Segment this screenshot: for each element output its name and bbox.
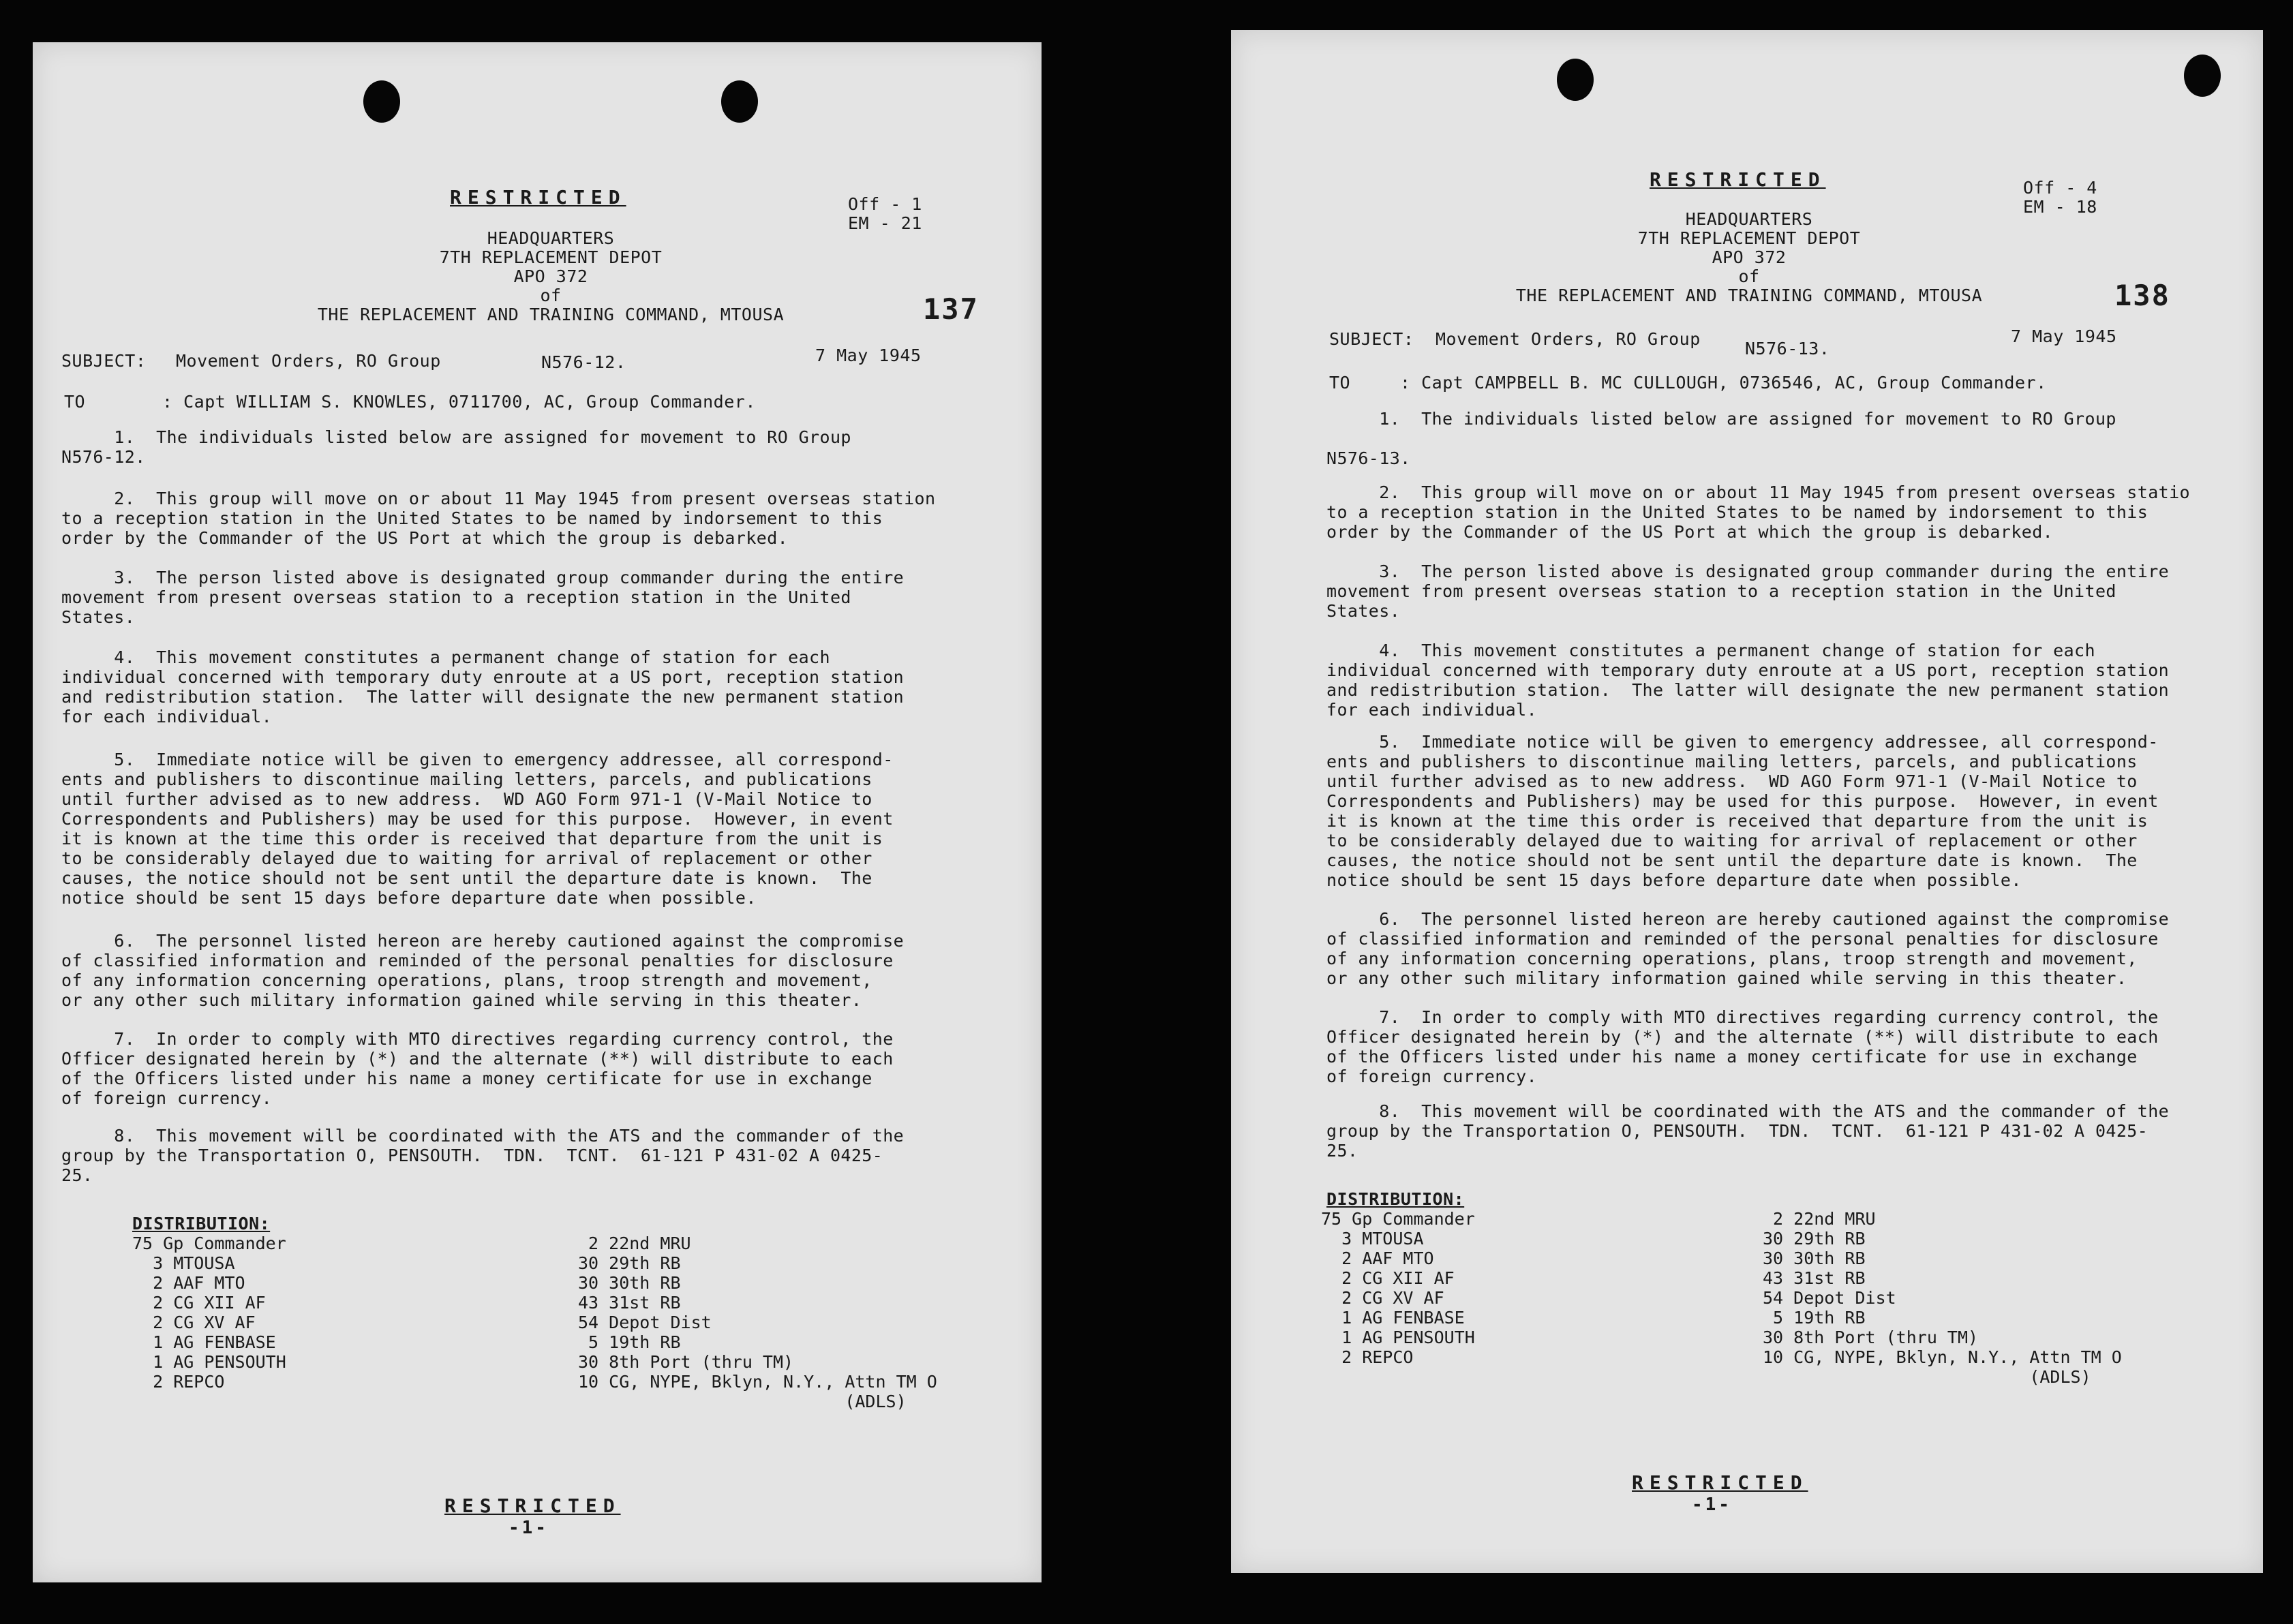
to-label: TO	[1329, 373, 1351, 393]
restricted-stamp-top: RESTRICTED	[1650, 168, 1826, 191]
restricted-stamp-top: RESTRICTED	[450, 186, 626, 209]
list-item: 75 Gp Commander	[132, 1234, 286, 1253]
list-item: 2 22nd MRU	[578, 1234, 691, 1253]
of-line: of	[540, 286, 562, 305]
officer-count: Off - 1	[848, 194, 922, 214]
page-number: -1-	[1692, 1495, 1732, 1515]
to-text: : Capt WILLIAM S. KNOWLES, 0711700, AC, Group Commander.	[162, 392, 756, 412]
list-item: (ADLS)	[1763, 1367, 2091, 1387]
paragraph-3: 3. The person listed above is designated group commander during the entire movement from present overseas station to a reception station in the United States.	[1326, 562, 2170, 621]
page-number: -1-	[508, 1518, 549, 1538]
list-item: 1 AG PENSOUTH	[1321, 1328, 1475, 1347]
list-item: 2 AAF MTO	[1321, 1248, 1434, 1268]
distribution-list-left	[1321, 1209, 1475, 1367]
paragraph-4: 4. This movement constitutes a permanent change of station for each individual concerned with temporary duty enroute at a US port, reception station and redistribution station. The latter will designate the new permanent station for each individual.	[61, 647, 905, 726]
depot-line: 7TH REPLACEMENT DEPOT	[439, 247, 663, 267]
group-code: N576-13.	[1745, 339, 1830, 358]
paragraph-8: 8. This movement will be coordinated with the ATS and the commander of the group by the Transportation O, PENSOUTH. TDN. TCNT. 61-121 P 431-02 A 0425- 25.	[1326, 1101, 2170, 1161]
list-item: (ADLS)	[578, 1392, 907, 1411]
list-item: 2 CG XII AF	[1321, 1268, 1455, 1288]
distribution-list-right	[1763, 1209, 2122, 1387]
paragraph-3: 3. The person listed above is designated group commander during the entire movement from present overseas station to a reception station in the United States.	[61, 568, 905, 627]
order-date: 7 May 1945	[2011, 326, 2117, 346]
list-item: 2 AAF MTO	[132, 1273, 245, 1293]
list-item: 2 CG XV AF	[132, 1313, 256, 1332]
list-item: 43 31st RB	[1763, 1268, 1866, 1288]
paragraph-2: 2. This group will move on or about 11 May 1945 from present overseas statio to a reception station in the United States to be named by indorsement to this order by the Commander of the US Port at which the group is debarked.	[1326, 482, 2191, 542]
apo-line: APO 372	[1712, 247, 1787, 267]
enlisted-count: EM - 18	[2023, 197, 2097, 217]
command-line: THE REPLACEMENT AND TRAINING COMMAND, MTOUSA	[317, 305, 785, 324]
apo-line: APO 372	[513, 266, 588, 286]
paragraph-7: 7. In order to comply with MTO directives regarding currency control, the Officer designated herein by (*) and the alternate (**) will distribute to each of the Officers listed under his name a money certificate for use in exchange of foreign currency.	[61, 1029, 894, 1108]
paragraph-5: 5. Immediate notice will be given to emergency addressee, all correspond- ents and publishers to discontinue mailing letters, parcels, and publications until further advised as to new address. WD AGO Form 971-1 (V-Mail Notice to Correspondents and Publishers) may be used for this purpose. However, in event it is known at the time this order is received that departure from the unit is to be considerably delayed due to waiting for arrival of replacement or other causes, the notice should not be sent until the departure date is known. The notice should be sent 15 days before departure date when possible.	[1326, 732, 2159, 890]
list-item: 5 19th RB	[1763, 1308, 1866, 1328]
order-date: 7 May 1945	[815, 346, 922, 365]
paragraph-4: 4. This movement constitutes a permanent change of station for each individual concerned with temporary duty enroute at a US port, reception station and redistribution station. The latter will designate the new permanent station for each individual.	[1326, 641, 2170, 720]
paragraph-2: 2. This group will move on or about 11 May 1945 from present overseas station to a reception station in the United States to be named by indorsement to this order by the Commander of the US Port at which the group is debarked.	[61, 489, 936, 548]
paragraph-1: 1. The individuals listed below are assigned for movement to RO Group N576-13.	[1326, 409, 2116, 468]
list-item: 2 REPCO	[1321, 1347, 1414, 1367]
subject-text: Movement Orders, RO Group	[1436, 329, 1701, 349]
paragraph-8: 8. This movement will be coordinated with the ATS and the commander of the group by the Transportation O, PENSOUTH. TDN. TCNT. 61-121 P 431-02 A 0425- 25.	[61, 1126, 905, 1185]
restricted-stamp-bottom: RESTRICTED	[444, 1495, 621, 1517]
paragraph-7: 7. In order to comply with MTO directives regarding currency control, the Officer designated herein by (*) and the alternate (**) will distribute to each of the Officers listed under his name a money certificate for use in exchange of foreign currency.	[1326, 1007, 2159, 1086]
paragraph-5: 5. Immediate notice will be given to emergency addressee, all correspond- ents and publishers to discontinue mailing letters, parcels, and publications until further advised as to new address. WD AGO Form 971-1 (V-Mail Notice to Correspondents and Publishers) may be used for this purpose. However, in event it is known at the time this order is received that departure from the unit is to be considerably delayed due to waiting for arrival of replacement or other causes, the notice should not be sent until the departure date is known. The notice should be sent 15 days before departure date when possible.	[61, 750, 894, 908]
restricted-stamp-bottom: RESTRICTED	[1632, 1471, 1808, 1494]
list-item: 30 8th Port (thru TM)	[578, 1352, 794, 1372]
distribution-list-left	[132, 1234, 286, 1392]
enlisted-count: EM - 21	[848, 213, 922, 233]
of-line: of	[1738, 266, 1760, 286]
paragraph-6: 6. The personnel listed hereon are hereby cautioned against the compromise of classified information and reminded of the personal penalties for disclosure of any information concerning operations, plans, troop strength and movement, or any other such military information gained while serving in this theater.	[1326, 909, 2170, 988]
list-item: 75 Gp Commander	[1321, 1209, 1475, 1229]
distribution-list-right	[578, 1234, 937, 1411]
subject-label: SUBJECT:	[61, 351, 147, 371]
to-label: TO	[64, 392, 86, 412]
list-item: 3 MTOUSA	[1321, 1229, 1424, 1248]
list-item: 30 29th RB	[1763, 1229, 1866, 1248]
distribution-label: DISTRIBUTION:	[1326, 1189, 1465, 1209]
officer-count: Off - 4	[2023, 178, 2097, 198]
list-item: 54 Depot Dist	[1763, 1288, 1896, 1308]
list-item: 30 29th RB	[578, 1253, 681, 1273]
group-code: N576-12.	[541, 352, 626, 372]
document-page-left	[33, 42, 1042, 1582]
list-item: 43 31st RB	[578, 1293, 681, 1313]
list-item: 3 MTOUSA	[132, 1253, 235, 1273]
list-item: 10 CG, NYPE, Bklyn, N.Y., Attn TM O	[1763, 1347, 2122, 1367]
list-item: 2 CG XII AF	[132, 1293, 266, 1313]
headquarters-line: HEADQUARTERS	[487, 228, 615, 248]
subject-text: Movement Orders, RO Group	[176, 351, 441, 371]
list-item: 54 Depot Dist	[578, 1313, 712, 1332]
to-text: : Capt CAMPBELL B. MC CULLOUGH, 0736546, AC, Group Commander.	[1400, 373, 2047, 393]
list-item: 1 AG FENBASE	[132, 1332, 276, 1352]
order-number: 138	[2114, 279, 2170, 312]
order-number: 137	[923, 292, 979, 326]
list-item: 2 REPCO	[132, 1372, 225, 1392]
list-item: 2 CG XV AF	[1321, 1288, 1444, 1308]
list-item: 30 30th RB	[578, 1273, 681, 1293]
list-item: 2 22nd MRU	[1763, 1209, 1876, 1229]
paragraph-1: 1. The individuals listed below are assigned for movement to RO Group N576-12.	[61, 427, 851, 467]
list-item: 5 19th RB	[578, 1332, 681, 1352]
paragraph-6: 6. The personnel listed hereon are hereby cautioned against the compromise of classified information and reminded of the personal penalties for disclosure of any information concerning operations, plans, troop strength and movement, or any other such military information gained while serving in this theater.	[61, 931, 905, 1010]
depot-line: 7TH REPLACEMENT DEPOT	[1637, 228, 1861, 248]
list-item: 30 8th Port (thru TM)	[1763, 1328, 1979, 1347]
subject-label: SUBJECT:	[1329, 329, 1414, 349]
distribution-label: DISTRIBUTION:	[132, 1214, 271, 1234]
list-item: 30 30th RB	[1763, 1248, 1866, 1268]
list-item: 10 CG, NYPE, Bklyn, N.Y., Attn TM O	[578, 1372, 937, 1392]
list-item: 1 AG PENSOUTH	[132, 1352, 286, 1372]
list-item: 1 AG FENBASE	[1321, 1308, 1465, 1328]
command-line: THE REPLACEMENT AND TRAINING COMMAND, MTOUSA	[1515, 286, 1983, 305]
headquarters-line: HEADQUARTERS	[1685, 209, 1813, 229]
document-page-right	[1231, 30, 2263, 1573]
